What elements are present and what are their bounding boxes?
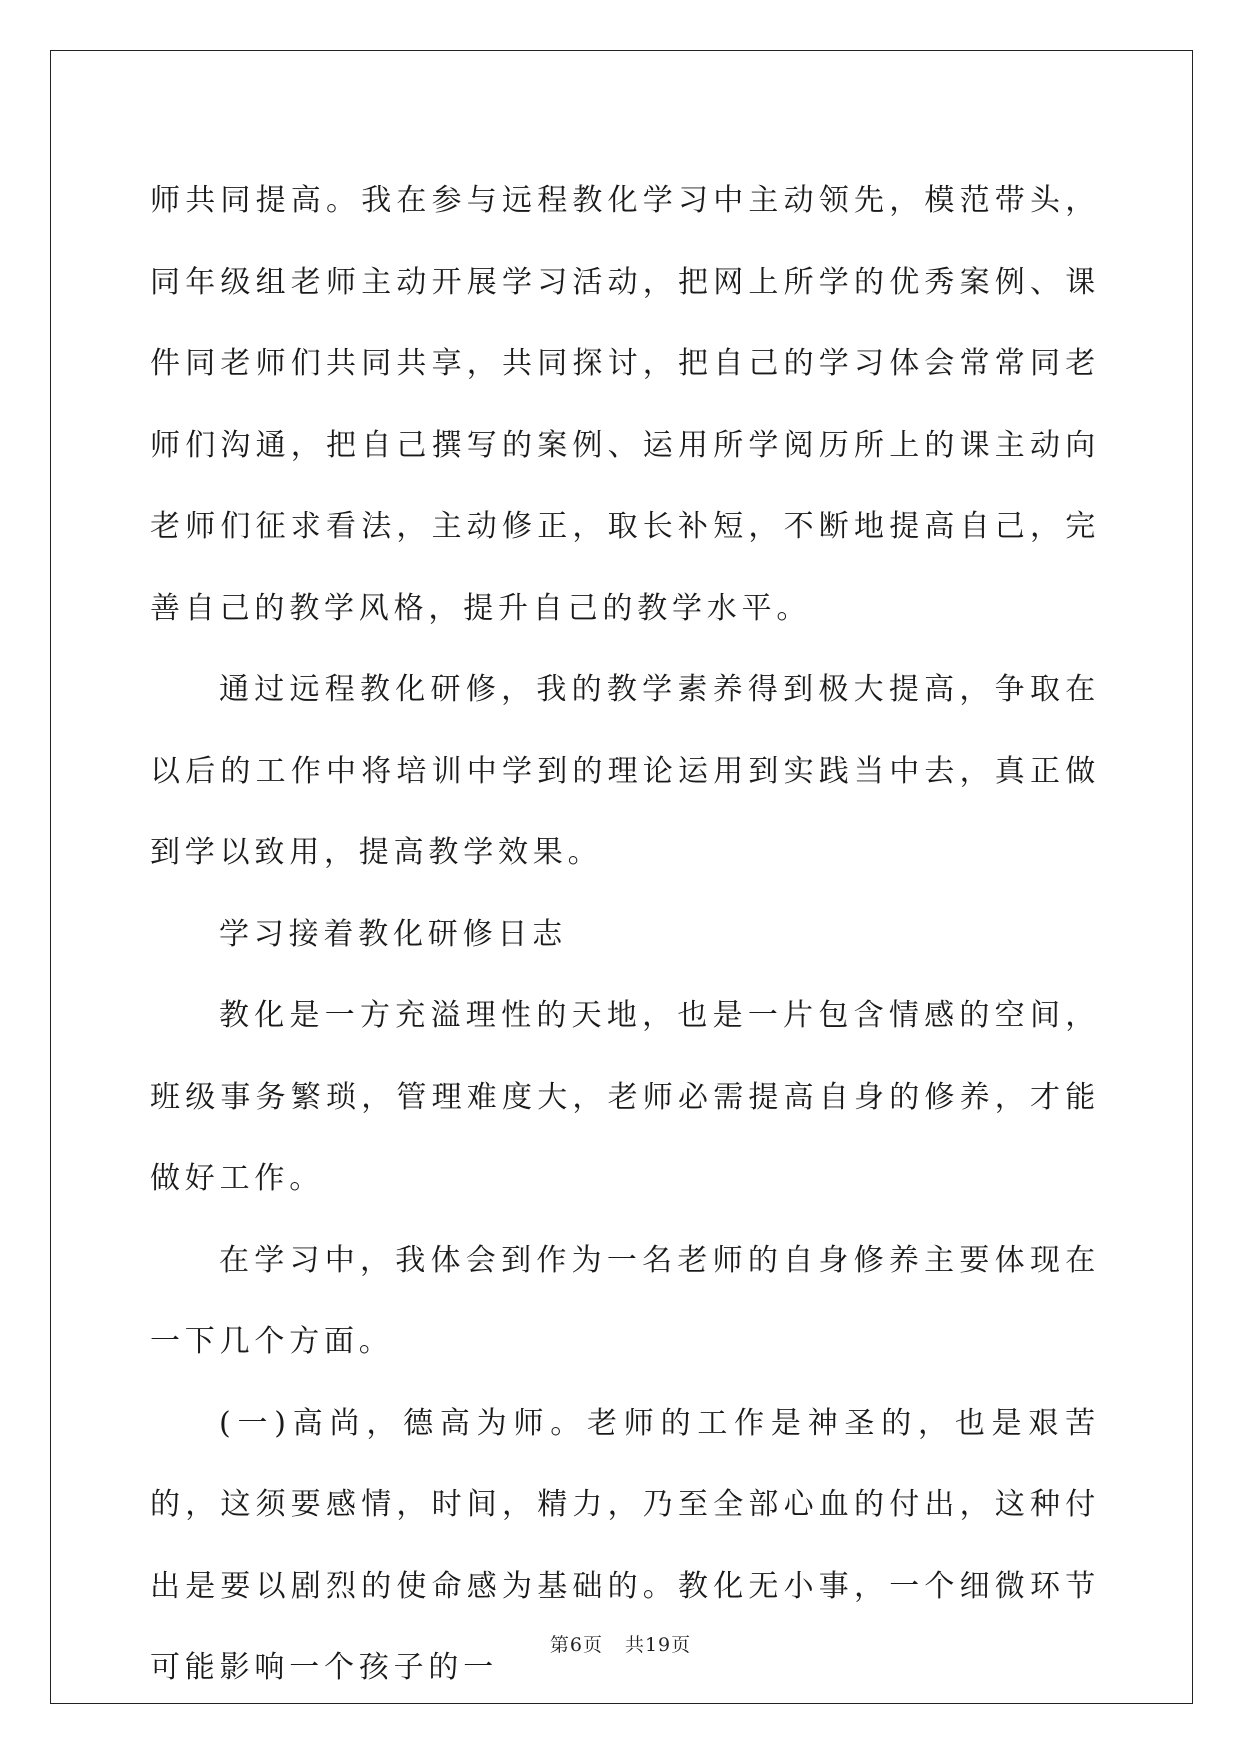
paragraph-3: 教化是一方充溢理性的天地，也是一片包含情感的空间，班级事务繁琐，管理难度大，老师必需提高自身的修养，才能做好工作。: [150, 998, 1100, 1196]
paragraph-5: (一)高尚，德高为师。老师的工作是神圣的，也是艰苦的，这须要感情，时间，精力，乃至全部心血的付出，这种付出是要以剧烈的使命感为基础的。教化无小事，一个细微环节可能影响一个孩子的一: [150, 1405, 1100, 1685]
page-number: 第6页: [549, 1634, 603, 1656]
paragraph-4: 在学习中，我体会到作为一名老师的自身修养主要体现在一下几个方面。: [150, 1242, 1100, 1359]
paragraph-2: 通过远程教化研修，我的教学素养得到极大提高，争取在以后的工作中将培训中学到的理论运用到实践当中去，真正做到学以致用，提高教学效果。: [150, 672, 1100, 870]
section-heading: 学习接着教化研修日志: [219, 916, 567, 952]
document-body: [150, 160, 1100, 1709]
paragraph-1-continued: 师共同提高。我在参与远程教化学习中主动领先，模范带头，同年级组老师主动开展学习活动，把网上所学的优秀案例、课件同老师们共同共享，共同探讨，把自己的学习体会常常同老师们沟通，把自己撰写的案例、运用所学阅历所上的课主动向老师们征求看法，主动修正，取长补短，不断地提高自己，完善自己的教学风格，提升自己的教学水平。: [150, 183, 1100, 626]
page-total: 共19页: [624, 1634, 692, 1656]
page-footer: [0, 1630, 1241, 1657]
